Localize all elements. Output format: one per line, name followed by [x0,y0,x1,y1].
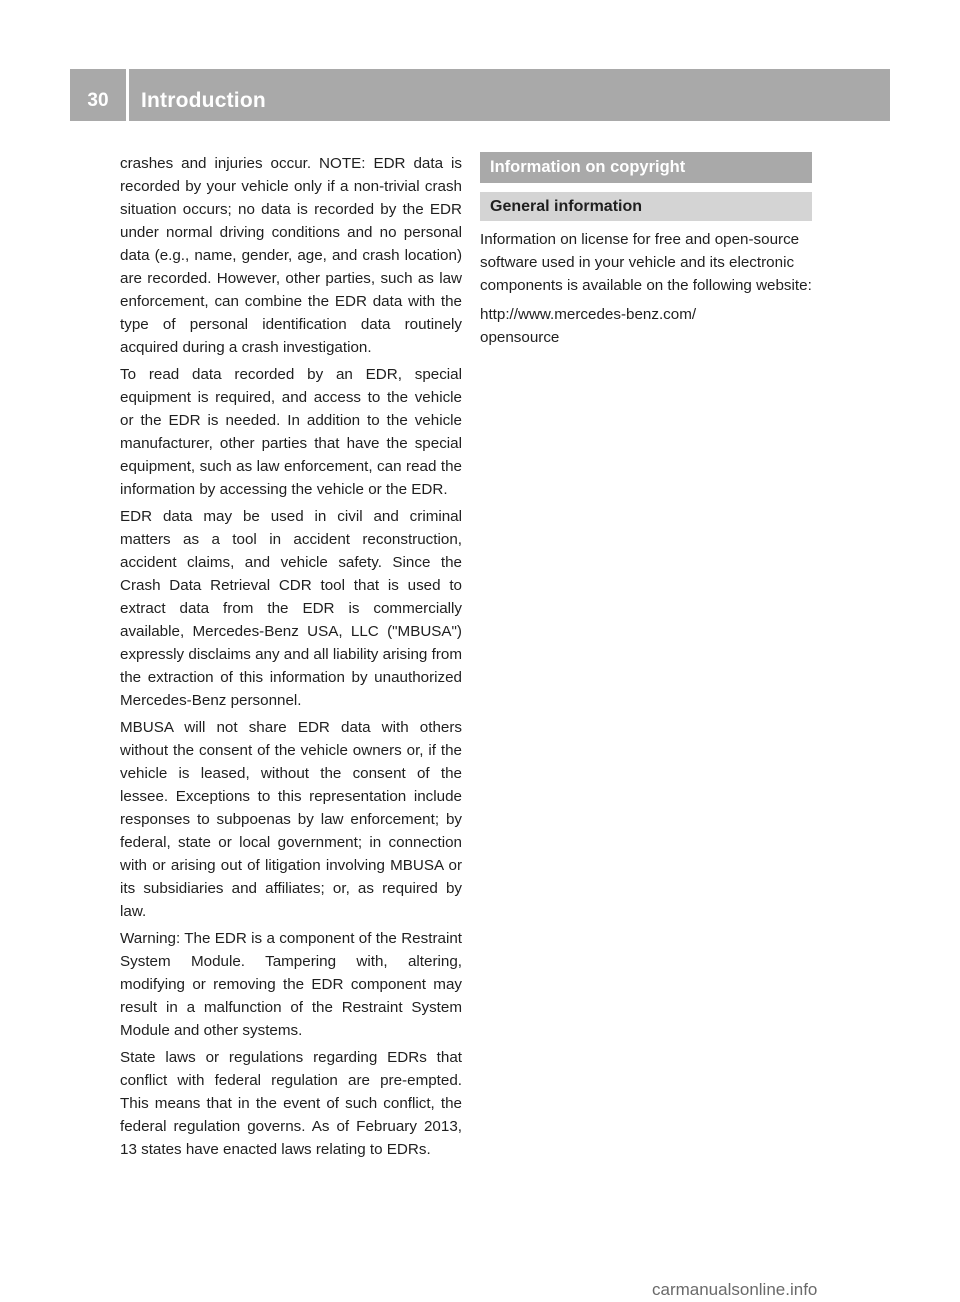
heading-information-on-copyright: Information on copyright [480,152,812,183]
website-url-line-2[interactable]: opensource [480,329,560,346]
paragraph-edr-civil-criminal: EDR data may be used in civil and criminal matters as a tool in accident reconstruction, accident claims, and vehicle safety. Since the Crash Data Retrieval CDR tool that is used to extract data from the EDR is commercially available, Mercedes-Benz USA, LLC ("MBUSA") expressly disclaims any and all liability arising from the extraction of this information by unauthorized Mercedes-Benz personnel. [120,508,462,709]
paragraph-edr-sharing: MBUSA will not share EDR data with others without the consent of the vehicle owners or, if the vehicle is leased, without the consent of the lessee. Exceptions to this representation include responses to subpoenas by law enforcement; by federal, state or local government; in connection with or arising out of litigation involving MBUSA or its subsidiaries and affiliates; or, as required by law. [120,719,462,920]
paragraph-edr-state-laws: State laws or regulations regarding EDRs that conflict with federal regulation are pre-empted. This means that in the event of such conflict, the federal regulation governs. As of February 2013, 13 states have enacted laws relating to EDRs. [120,1049,462,1158]
left-column [120,152,462,1165]
paragraph-license-info: Information on license for free and open-source software used in your vehicle and its electronic components is available on the following website: [480,231,812,294]
watermark: carmanualsonline.info [652,1280,818,1299]
heading-general-information: General information [480,192,812,221]
website-url-line-1[interactable]: http://www.mercedes-benz.com/ [480,306,697,323]
paragraph-edr-read-access: To read data recorded by an EDR, special equipment is required, and access to the vehicle or the EDR is needed. In addition to the vehicle manufacturer, other parties that have the special equipment, such as law enforcement, can read the information by accessing the vehicle or the EDR. [120,366,462,498]
paragraph-edr-warning: Warning: The EDR is a component of the Restraint System Module. Tampering with, altering, modifying or removing the EDR component may result in a malfunction of the Restraint System Module and other systems. [120,930,462,1039]
paragraph-edr-data-recording: crashes and injuries occur. NOTE: EDR data is recorded by your vehicle only if a non-trivial crash situation occurs; no data is recorded by the EDR under normal driving conditions and no personal data (e.g., name, gender, age, and crash location) are recorded. However, other parties, such as law enforcement, can combine the EDR data with the type of personal identification data routinely acquired during a crash investigation. [120,155,462,356]
right-column [480,152,812,353]
section-title: Introduction [141,89,266,112]
header-divider [126,69,129,121]
website-url[interactable] [480,303,812,349]
page-number: 30 [87,90,109,111]
